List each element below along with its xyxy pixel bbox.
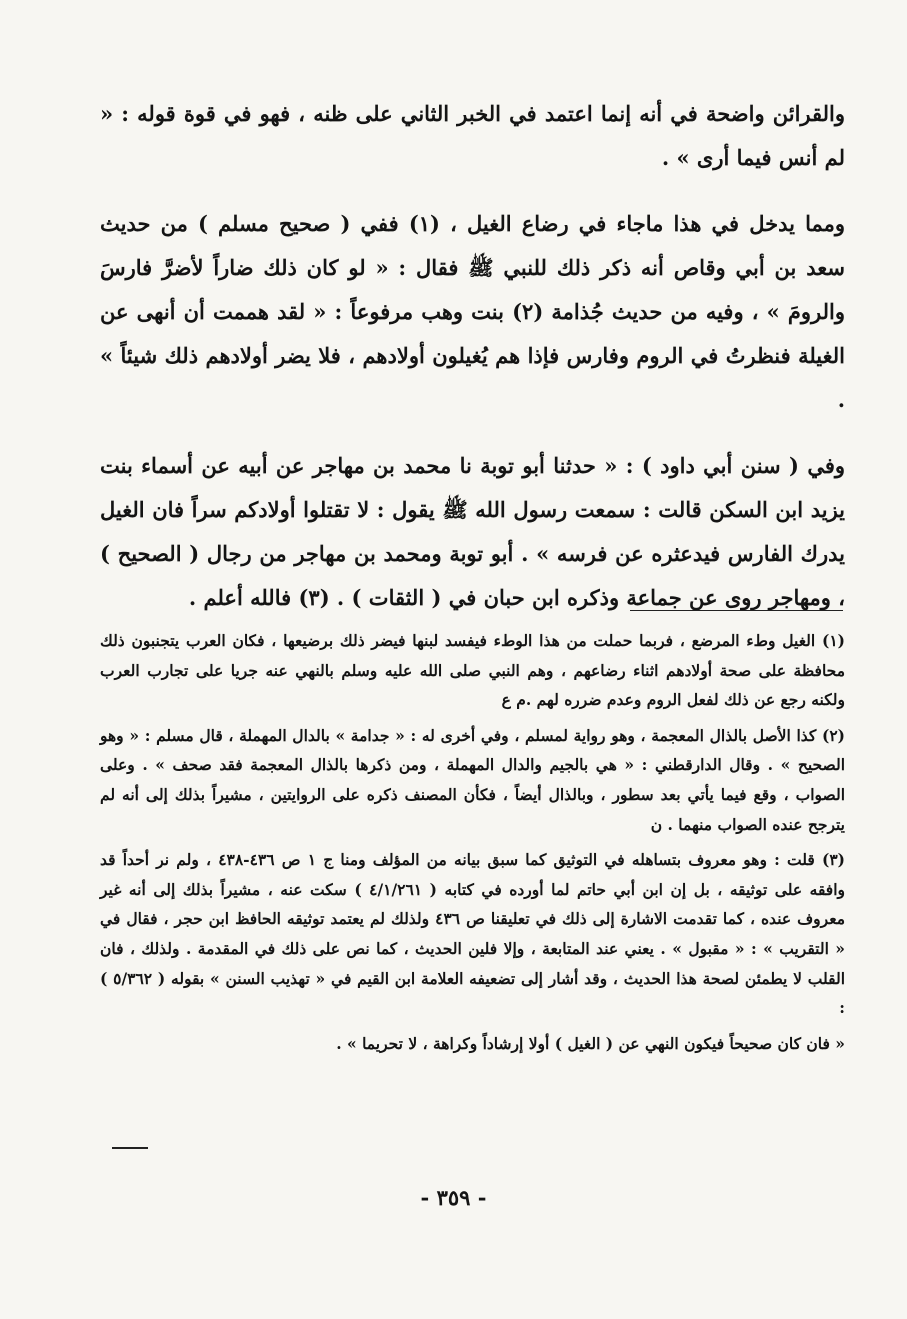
page-number: - ٣٥٩ - (420, 1185, 487, 1210)
paragraph-1: والقرائن واضحة في أنه إنما اعتمد في الخبر الثاني على ظنه ، فهو في قوة قوله : « لم أنس فيما أرى » . (100, 101, 845, 170)
closing-dash (112, 1147, 148, 1149)
footnote-3: (٣) قلت : وهو معروف بتساهله في التوثيق كما سبق بيانه من المؤلف ومنا ج ١ ص ٤٣٦-٤٣٨ ، ولم نر أحداً قد وافقه على توثيقه ، بل إن ابن أبي حاتم لما أورده في كتابه ( ٤/١/٢٦١ ) سكت عنه ، مشيراً بذلك إلى أنه غير معروف عنده ، كما تقدمت الاشارة إلى ذلك في تعليقنا ص ٤٣٦ ولذلك لم يعتمد توثيقه الحافظ ابن حجر ، فقال في « التقريب » : « مقبول » . يعني عند المتابعة ، وإلا فلين الحديث ، كما نص على ذلك في المقدمة . ولذلك ، فان القلب لا يطمئن لصحة هذا الحديث ، وقد أشار إلى تضعيفه العلامة ابن القيم في « تهذيب السنن » بقوله ( ٥/٣٦٢ ) : (100, 850, 846, 1018)
footnote-2: (٢) كذا الأصل بالذال المعجمة ، وهو رواية لمسلم ، وفي أخرى له : « جدامة » بالدال المهملة ، قال مسلم : « وهو الصحيح » . وقال الدارقطني : « هي بالجيم والدال المهملة ، ومن ذكرها بالذال المعجمة فقد صحف » . وعلى الصواب ، وقع فيما يأتي بعد سطور ، وبالذال أيضاً ، فكأن المصنف ذكره على الروايتين ، مشيراً بذلك إلى أنه لم يترجح عنده الصواب منهما . ن (100, 725, 845, 834)
main-text (100, 92, 845, 620)
footnotes (100, 626, 845, 1058)
paragraph-3: وفي ( سنن أبي داود ) : « حدثنا أبو توبة نا محمد بن مهاجر عن أبيه عن أسماء بنت يزيد ابن السكن قالت : سمعت رسول الله ﷺ يقول : لا تقتلوا أولادكم سراً فان الغيل يدرك الفارس فيدعثره عن فرسه » . أبو توبة ومحمد بن مهاجر من رجال ( الصحيح ) ، ومهاجر روى عن جماعة وذكره ابن حبان في ( الثقات ) . (٣) فالله أعلم . (100, 453, 845, 610)
footnote-separator (630, 610, 843, 611)
footnote-quote: « فان كان صحيحاً فيكون النهي عن ( الغيل ) أولا إرشاداً وكراهة ، لا تحريما » . (336, 1033, 845, 1053)
paragraph-2: ومما يدخل في هذا ماجاء في رضاع الغيل ، (١) ففي ( صحيح مسلم ) من حديث سعد بن أبي وقاص أنه ذكر ذلك للنبي ﷺ فقال : « لو كان ذلك ضاراً لأضرَّ فارسَ والرومَ » ، وفيه من حديث جُذامة (٢) بنت وهب مرفوعاً : « لقد هممت أن أنهى عن الغيلة فنظرتُ في الروم وفارس فإذا هم يُغيلون أولادهم ، فلا يضر أولادهم ذلك شيئاً » . (100, 211, 846, 412)
footnote-1: (١) الغيل وطء المرضع ، فربما حملت من هذا الوطء فيفسد لبنها فيضر ذلك برضيعها ، فكان العرب يتجنبون ذلك محافظة على صحة أولادهم اثناء رضاعهم ، وهم النبي صلى الله عليه وسلم بالنهي عنه جريا على تجارب العرب ولكنه رجع عن ذلك لفعل الروم وعدم ضرره لهم .م ع (100, 631, 845, 710)
